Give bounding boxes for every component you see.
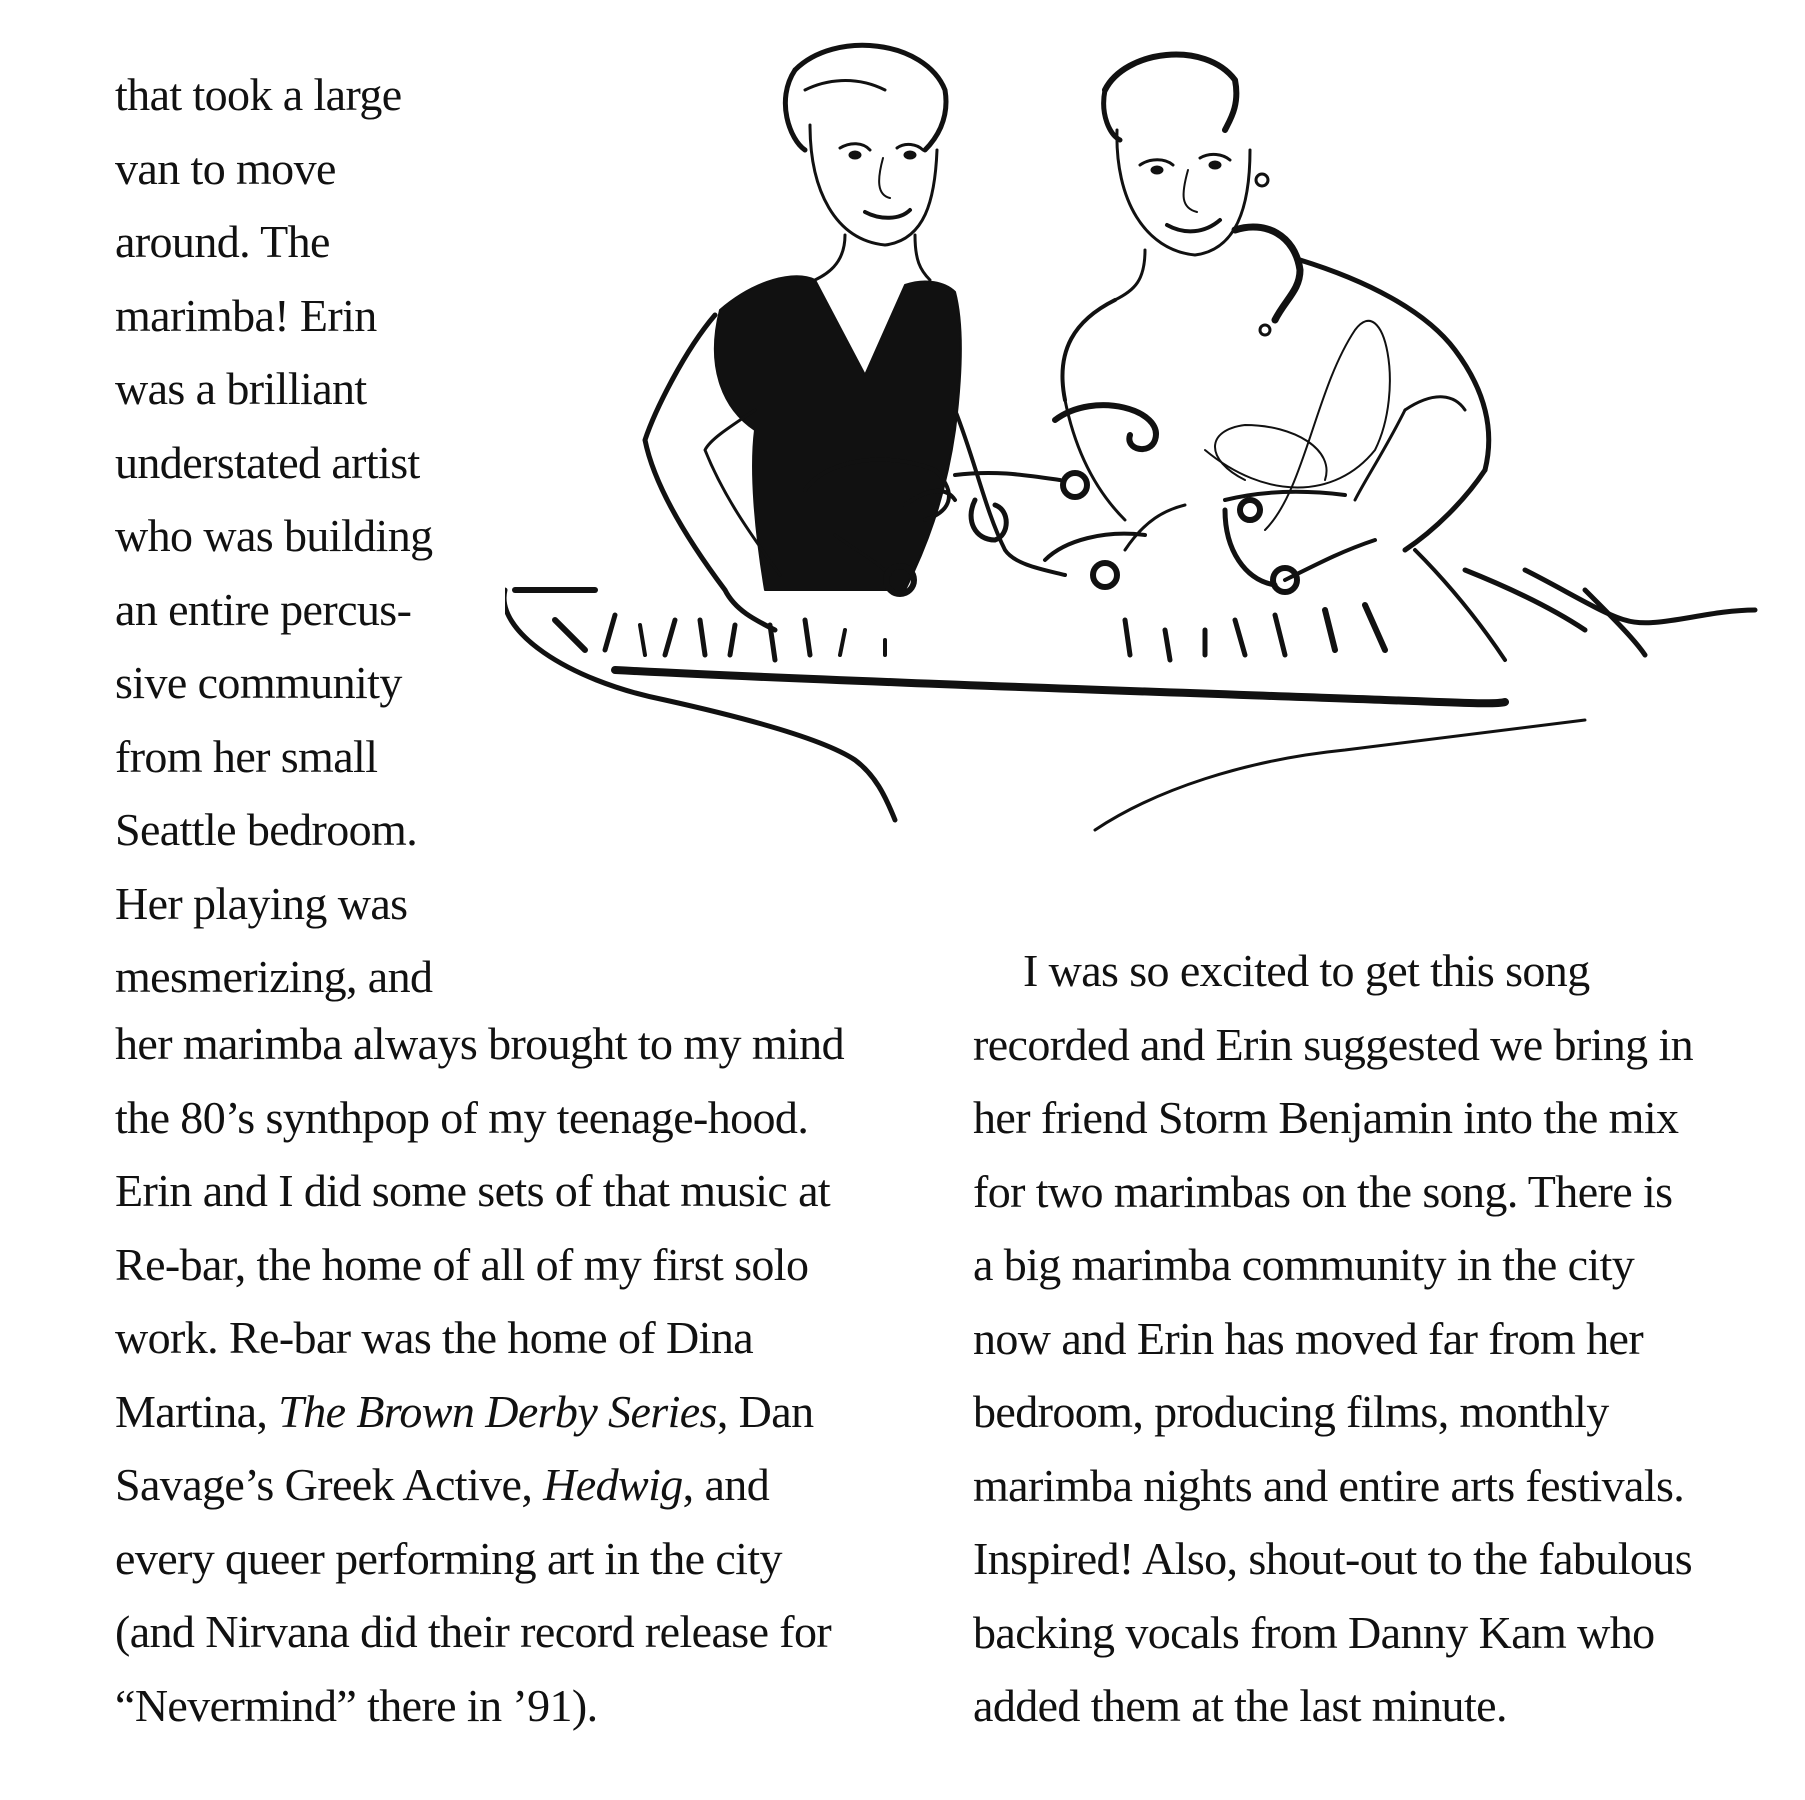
text-line: an entire percus- <box>115 583 412 635</box>
woman-figure <box>645 45 1065 630</box>
text-line: mesmerizing, and <box>115 951 433 1002</box>
text-line: (and Nirvana did their record release for <box>115 1606 832 1657</box>
text-line: for two marimbas on the song. There is <box>973 1165 1673 1217</box>
text-line: that took a large <box>115 69 402 120</box>
text-line: her marimba always brought to my mind <box>115 1018 844 1069</box>
text-line: Re-bar, the home of all of my first solo <box>115 1238 809 1290</box>
series-title-italic: The Brown Derby Series <box>278 1385 717 1437</box>
text-line: sive community <box>115 657 402 708</box>
text-run: , and <box>682 1459 770 1510</box>
text-line <box>115 1375 905 1449</box>
text-line: Inspired! Also, shout-out to the fabulous <box>973 1533 1692 1584</box>
right-column <box>973 934 1763 1743</box>
text-line: bedroom, producing films, monthly <box>973 1386 1609 1437</box>
text-line: who was building <box>115 510 433 561</box>
left-narrow-column <box>115 58 535 1014</box>
text-run: , Dan <box>716 1385 814 1437</box>
text-run: Savage’s Greek Active, <box>115 1459 544 1510</box>
text-line: work. Re-bar was the home of Dina <box>115 1312 754 1363</box>
text-line: I was so excited to get this song <box>1023 945 1590 996</box>
text-line: her friend Storm Benjamin into the mix <box>973 1092 1679 1143</box>
text-line: from her small <box>115 730 378 782</box>
text-line: marimba nights and entire arts festivals. <box>973 1459 1685 1511</box>
text-line: a big marimba community in the city <box>973 1239 1635 1290</box>
text-line: recorded and Erin suggested we bring in <box>973 1018 1694 1070</box>
man-figure <box>1062 55 1488 550</box>
left-wide-column <box>115 1007 905 1742</box>
text-line: marimba! Erin <box>115 289 377 341</box>
text-line: understated artist <box>115 436 420 488</box>
text-line: backing vocals from Danny Kam who <box>973 1606 1655 1658</box>
text-line: around. The <box>115 216 330 267</box>
text-line: every queer performing art in the city <box>115 1532 782 1584</box>
text-line: Erin and I did some sets of that music at <box>115 1165 831 1216</box>
text-line: the 80’s synthpop of my teenage-hood. <box>115 1091 809 1143</box>
marimba-players-illustration <box>505 30 1795 900</box>
text-line: Seattle bedroom. <box>115 804 418 855</box>
text-run: Martina, <box>115 1385 279 1437</box>
text-line: was a brilliant <box>115 363 367 414</box>
text-line: added them at the last minute. <box>973 1680 1507 1731</box>
marimba <box>505 550 1755 830</box>
text-line: “Nevermind” there in ’91). <box>115 1679 598 1731</box>
show-title-italic: Hedwig <box>543 1459 683 1510</box>
text-line: now and Erin has moved far from her <box>973 1312 1644 1364</box>
text-line: van to move <box>115 142 336 194</box>
text-line <box>115 1448 905 1522</box>
text-line: Her playing was <box>115 877 408 929</box>
